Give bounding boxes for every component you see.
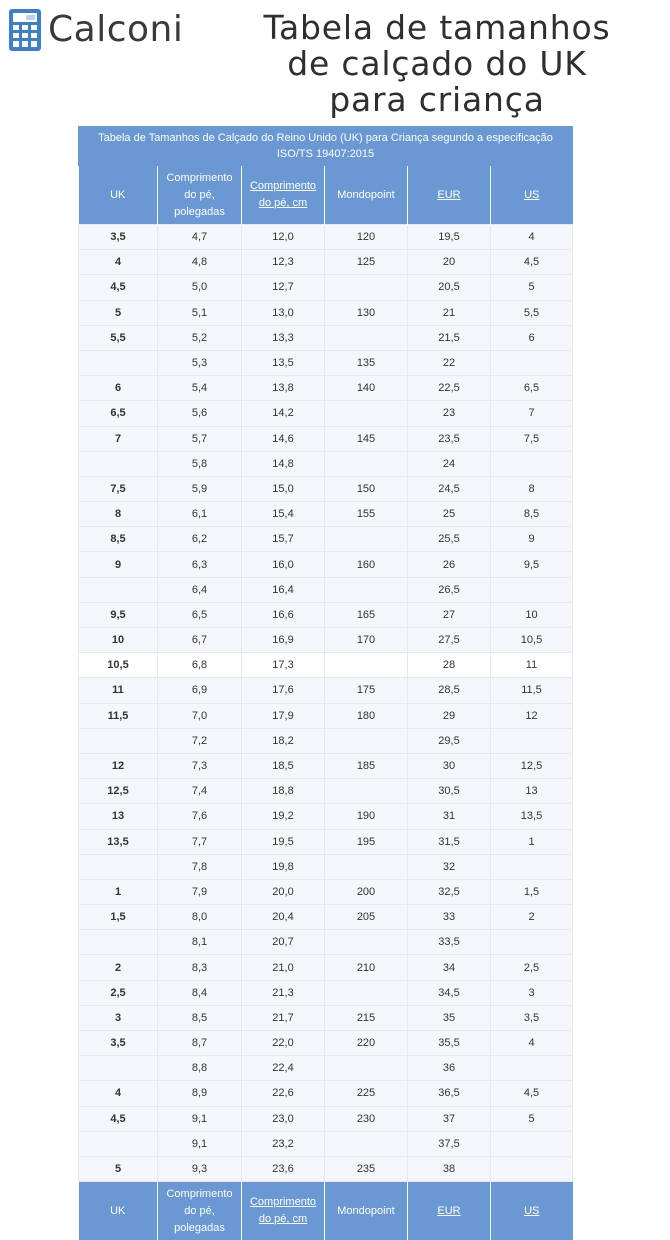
- footer-header-uk: UK: [79, 1182, 158, 1240]
- table-row: [79, 602, 573, 627]
- cell-uk: 1: [79, 879, 158, 904]
- cell-foot-inches: 7,6: [158, 804, 242, 829]
- cell-mondopoint: 230: [325, 1106, 408, 1131]
- column-header-eur[interactable]: EUR: [408, 166, 491, 225]
- cell-eur: 37,5: [408, 1131, 491, 1156]
- table-row: [79, 678, 573, 703]
- cell-us: 1,5: [491, 879, 573, 904]
- cell-uk: 7,5: [79, 476, 158, 501]
- cell-foot-cm: 21,3: [242, 980, 325, 1005]
- cell-eur: 19,5: [408, 225, 491, 250]
- cell-foot-inches: 5,6: [158, 401, 242, 426]
- table-row: [79, 577, 573, 602]
- cell-us: 5: [491, 275, 573, 300]
- cell-uk: [79, 1056, 158, 1081]
- cell-eur: 31,5: [408, 829, 491, 854]
- cell-foot-inches: 8,3: [158, 955, 242, 980]
- cell-foot-inches: 7,2: [158, 728, 242, 753]
- brand-logo[interactable]: [8, 8, 183, 52]
- table-row: [79, 376, 573, 401]
- cell-foot-cm: 19,8: [242, 854, 325, 879]
- cell-mondopoint: [325, 577, 408, 602]
- cell-mondopoint: [325, 980, 408, 1005]
- cell-foot-cm: 23,0: [242, 1106, 325, 1131]
- cell-mondopoint: 155: [325, 502, 408, 527]
- cell-uk: [79, 854, 158, 879]
- cell-foot-cm: 17,9: [242, 703, 325, 728]
- cell-foot-inches: 7,4: [158, 779, 242, 804]
- table-row: [79, 753, 573, 778]
- table-body: [79, 225, 573, 1182]
- cell-mondopoint: [325, 527, 408, 552]
- table-row: [79, 552, 573, 577]
- column-header-uk: UK: [79, 166, 158, 225]
- column-header-foot-cm[interactable]: Comprimento do pé, cm: [242, 166, 325, 225]
- cell-uk: 4: [79, 1081, 158, 1106]
- cell-mondopoint: 205: [325, 905, 408, 930]
- cell-uk: 5: [79, 300, 158, 325]
- cell-mondopoint: 125: [325, 250, 408, 275]
- cell-us: 10: [491, 602, 573, 627]
- table-row: [79, 829, 573, 854]
- footer-header-eur[interactable]: EUR: [408, 1182, 491, 1240]
- table-row: [79, 502, 573, 527]
- cell-foot-inches: 5,8: [158, 451, 242, 476]
- footer-row: [79, 1182, 573, 1240]
- cell-foot-cm: 15,0: [242, 476, 325, 501]
- cell-foot-inches: 8,9: [158, 1081, 242, 1106]
- cell-mondopoint: [325, 779, 408, 804]
- cell-foot-cm: 20,4: [242, 905, 325, 930]
- cell-mondopoint: [325, 930, 408, 955]
- cell-uk: 5: [79, 1156, 158, 1181]
- column-header-mondopoint: Mondopoint: [325, 166, 408, 225]
- cell-us: [491, 577, 573, 602]
- cell-mondopoint: 220: [325, 1031, 408, 1056]
- cell-us: 9: [491, 527, 573, 552]
- cell-mondopoint: [325, 401, 408, 426]
- cell-us: 9,5: [491, 552, 573, 577]
- cell-us: 7,5: [491, 426, 573, 451]
- cell-foot-inches: 5,2: [158, 325, 242, 350]
- cell-eur: 23,5: [408, 426, 491, 451]
- cell-foot-inches: 6,9: [158, 678, 242, 703]
- table-header: [79, 166, 573, 225]
- cell-eur: 27: [408, 602, 491, 627]
- cell-uk: 3,5: [79, 1031, 158, 1056]
- cell-eur: 36: [408, 1056, 491, 1081]
- cell-us: 1: [491, 829, 573, 854]
- cell-eur: 33: [408, 905, 491, 930]
- cell-us: [491, 728, 573, 753]
- cell-eur: 32: [408, 854, 491, 879]
- table-row: [79, 628, 573, 653]
- cell-foot-inches: 9,1: [158, 1131, 242, 1156]
- cell-us: 4: [491, 1031, 573, 1056]
- cell-mondopoint: 135: [325, 350, 408, 375]
- cell-foot-cm: 22,0: [242, 1031, 325, 1056]
- cell-foot-cm: 16,0: [242, 552, 325, 577]
- cell-foot-cm: 22,4: [242, 1056, 325, 1081]
- cell-us: 13,5: [491, 804, 573, 829]
- cell-us: 5,5: [491, 300, 573, 325]
- table-row: [79, 779, 573, 804]
- cell-us: 8,5: [491, 502, 573, 527]
- cell-us: 12,5: [491, 753, 573, 778]
- cell-mondopoint: 165: [325, 602, 408, 627]
- cell-foot-inches: 5,7: [158, 426, 242, 451]
- cell-eur: 35,5: [408, 1031, 491, 1056]
- table-row: [79, 804, 573, 829]
- cell-uk: 6: [79, 376, 158, 401]
- cell-foot-inches: 6,3: [158, 552, 242, 577]
- cell-eur: 27,5: [408, 628, 491, 653]
- cell-foot-inches: 5,4: [158, 376, 242, 401]
- cell-foot-inches: 8,7: [158, 1031, 242, 1056]
- cell-foot-cm: 19,5: [242, 829, 325, 854]
- cell-foot-cm: 18,8: [242, 779, 325, 804]
- cell-foot-cm: 12,3: [242, 250, 325, 275]
- cell-uk: 4,5: [79, 275, 158, 300]
- cell-foot-cm: 13,5: [242, 350, 325, 375]
- table-row: [79, 476, 573, 501]
- cell-mondopoint: 140: [325, 376, 408, 401]
- cell-uk: [79, 350, 158, 375]
- cell-foot-cm: 18,5: [242, 753, 325, 778]
- cell-eur: 26,5: [408, 577, 491, 602]
- footer-header-foot-inches: Comprimento do pé, polegadas: [158, 1182, 242, 1240]
- cell-us: 6: [491, 325, 573, 350]
- cell-mondopoint: [325, 275, 408, 300]
- table-row: [79, 250, 573, 275]
- cell-eur: 33,5: [408, 930, 491, 955]
- table-row: [79, 426, 573, 451]
- cell-eur: 22,5: [408, 376, 491, 401]
- cell-eur: 21,5: [408, 325, 491, 350]
- table-row: [79, 401, 573, 426]
- cell-foot-cm: 21,0: [242, 955, 325, 980]
- cell-uk: 9,5: [79, 602, 158, 627]
- table-row: [79, 955, 573, 980]
- cell-us: 4,5: [491, 250, 573, 275]
- cell-foot-inches: 5,1: [158, 300, 242, 325]
- cell-foot-cm: 20,7: [242, 930, 325, 955]
- cell-uk: [79, 728, 158, 753]
- cell-us: 2,5: [491, 955, 573, 980]
- cell-eur: 23: [408, 401, 491, 426]
- cell-eur: 24: [408, 451, 491, 476]
- size-table: [78, 126, 573, 1240]
- cell-eur: 37: [408, 1106, 491, 1131]
- cell-uk: 13: [79, 804, 158, 829]
- header-row: [79, 166, 573, 225]
- table-footer: [79, 1182, 573, 1240]
- cell-us: 11: [491, 653, 573, 678]
- cell-eur: 35: [408, 1005, 491, 1030]
- footer-header-mondopoint: Mondopoint: [325, 1182, 408, 1240]
- table-row: [79, 275, 573, 300]
- table-row: [79, 980, 573, 1005]
- table-row: [79, 451, 573, 476]
- cell-foot-cm: 21,7: [242, 1005, 325, 1030]
- cell-eur: 21: [408, 300, 491, 325]
- cell-uk: 13,5: [79, 829, 158, 854]
- cell-foot-cm: 15,4: [242, 502, 325, 527]
- cell-mondopoint: [325, 728, 408, 753]
- cell-uk: 8,5: [79, 527, 158, 552]
- cell-foot-inches: 5,9: [158, 476, 242, 501]
- cell-uk: 2: [79, 955, 158, 980]
- cell-eur: 26: [408, 552, 491, 577]
- table-row: [79, 225, 573, 250]
- cell-eur: 31: [408, 804, 491, 829]
- cell-us: [491, 854, 573, 879]
- cell-mondopoint: [325, 1056, 408, 1081]
- table-row: [79, 930, 573, 955]
- cell-us: [491, 930, 573, 955]
- table-row: [79, 1106, 573, 1131]
- cell-foot-inches: 7,0: [158, 703, 242, 728]
- cell-mondopoint: 195: [325, 829, 408, 854]
- cell-uk: [79, 577, 158, 602]
- cell-eur: 36,5: [408, 1081, 491, 1106]
- cell-foot-cm: 19,2: [242, 804, 325, 829]
- cell-eur: 30: [408, 753, 491, 778]
- cell-us: [491, 451, 573, 476]
- footer-header-foot-cm[interactable]: Comprimento do pé, cm: [242, 1182, 325, 1240]
- table-caption: Tabela de Tamanhos de Calçado do Reino Unido (UK) para Criança segundo a especificação ISO/TS 19407:2015: [78, 126, 573, 166]
- cell-mondopoint: [325, 451, 408, 476]
- cell-us: [491, 1056, 573, 1081]
- cell-mondopoint: 180: [325, 703, 408, 728]
- cell-foot-inches: 6,7: [158, 628, 242, 653]
- cell-eur: 30,5: [408, 779, 491, 804]
- cell-us: 4: [491, 225, 573, 250]
- cell-mondopoint: 175: [325, 678, 408, 703]
- cell-foot-cm: 17,6: [242, 678, 325, 703]
- cell-foot-inches: 8,5: [158, 1005, 242, 1030]
- cell-foot-inches: 8,0: [158, 905, 242, 930]
- cell-eur: 34: [408, 955, 491, 980]
- cell-us: 2: [491, 905, 573, 930]
- table-row: [79, 653, 573, 678]
- cell-foot-inches: 4,8: [158, 250, 242, 275]
- cell-us: [491, 1131, 573, 1156]
- cell-us: 13: [491, 779, 573, 804]
- cell-uk: [79, 930, 158, 955]
- cell-uk: 3: [79, 1005, 158, 1030]
- table-row: [79, 350, 573, 375]
- cell-uk: 11,5: [79, 703, 158, 728]
- cell-eur: 29: [408, 703, 491, 728]
- cell-us: 5: [491, 1106, 573, 1131]
- cell-foot-cm: 13,8: [242, 376, 325, 401]
- cell-us: [491, 350, 573, 375]
- cell-mondopoint: 130: [325, 300, 408, 325]
- cell-foot-inches: 5,3: [158, 350, 242, 375]
- cell-foot-inches: 7,7: [158, 829, 242, 854]
- cell-foot-inches: 6,2: [158, 527, 242, 552]
- cell-uk: 6,5: [79, 401, 158, 426]
- column-header-foot-inches: Comprimento do pé, polegadas: [158, 166, 242, 225]
- table-row: [79, 300, 573, 325]
- cell-mondopoint: 145: [325, 426, 408, 451]
- table-row: [79, 1005, 573, 1030]
- cell-foot-inches: 7,3: [158, 753, 242, 778]
- cell-uk: 3,5: [79, 225, 158, 250]
- cell-us: 6,5: [491, 376, 573, 401]
- table-row: [79, 527, 573, 552]
- cell-uk: [79, 1131, 158, 1156]
- cell-us: [491, 1156, 573, 1181]
- cell-eur: 29,5: [408, 728, 491, 753]
- cell-eur: 24,5: [408, 476, 491, 501]
- cell-us: 7: [491, 401, 573, 426]
- cell-foot-cm: 14,2: [242, 401, 325, 426]
- table-row: [79, 879, 573, 904]
- cell-mondopoint: 185: [325, 753, 408, 778]
- cell-uk: 10: [79, 628, 158, 653]
- cell-foot-inches: 6,8: [158, 653, 242, 678]
- cell-foot-inches: 7,8: [158, 854, 242, 879]
- cell-mondopoint: 190: [325, 804, 408, 829]
- cell-foot-inches: 6,4: [158, 577, 242, 602]
- page-header: [0, 0, 670, 126]
- cell-foot-inches: 8,8: [158, 1056, 242, 1081]
- cell-foot-inches: 8,4: [158, 980, 242, 1005]
- cell-eur: 22: [408, 350, 491, 375]
- cell-eur: 32,5: [408, 879, 491, 904]
- cell-uk: 1,5: [79, 905, 158, 930]
- cell-foot-inches: 9,1: [158, 1106, 242, 1131]
- cell-foot-cm: 23,2: [242, 1131, 325, 1156]
- cell-mondopoint: 150: [325, 476, 408, 501]
- cell-foot-cm: 14,8: [242, 451, 325, 476]
- cell-uk: 10,5: [79, 653, 158, 678]
- size-table-container: [78, 126, 572, 1240]
- cell-eur: 25: [408, 502, 491, 527]
- cell-eur: 38: [408, 1156, 491, 1181]
- cell-eur: 20,5: [408, 275, 491, 300]
- table-row: [79, 325, 573, 350]
- cell-eur: 25,5: [408, 527, 491, 552]
- cell-foot-cm: 13,3: [242, 325, 325, 350]
- cell-mondopoint: 210: [325, 955, 408, 980]
- cell-foot-cm: 18,2: [242, 728, 325, 753]
- cell-uk: 11: [79, 678, 158, 703]
- cell-uk: [79, 451, 158, 476]
- cell-foot-cm: 20,0: [242, 879, 325, 904]
- cell-foot-cm: 22,6: [242, 1081, 325, 1106]
- cell-uk: 8: [79, 502, 158, 527]
- cell-foot-cm: 13,0: [242, 300, 325, 325]
- cell-eur: 28: [408, 653, 491, 678]
- cell-mondopoint: [325, 854, 408, 879]
- cell-foot-cm: 14,6: [242, 426, 325, 451]
- cell-eur: 28,5: [408, 678, 491, 703]
- cell-us: 8: [491, 476, 573, 501]
- cell-mondopoint: [325, 1131, 408, 1156]
- cell-foot-cm: 17,3: [242, 653, 325, 678]
- table-row: [79, 1081, 573, 1106]
- cell-foot-inches: 9,3: [158, 1156, 242, 1181]
- cell-uk: 4: [79, 250, 158, 275]
- cell-us: 12: [491, 703, 573, 728]
- column-header-us[interactable]: US: [491, 166, 573, 225]
- table-row: [79, 1031, 573, 1056]
- cell-mondopoint: 170: [325, 628, 408, 653]
- table-row: [79, 703, 573, 728]
- footer-header-us[interactable]: US: [491, 1182, 573, 1240]
- cell-foot-cm: 16,9: [242, 628, 325, 653]
- table-row: [79, 1056, 573, 1081]
- cell-foot-inches: 8,1: [158, 930, 242, 955]
- cell-foot-inches: 7,9: [158, 879, 242, 904]
- cell-mondopoint: 235: [325, 1156, 408, 1181]
- cell-uk: 5,5: [79, 325, 158, 350]
- cell-mondopoint: 200: [325, 879, 408, 904]
- cell-uk: 9: [79, 552, 158, 577]
- cell-eur: 20: [408, 250, 491, 275]
- cell-mondopoint: 160: [325, 552, 408, 577]
- page-title: [232, 10, 642, 118]
- cell-mondopoint: 215: [325, 1005, 408, 1030]
- calculator-icon: [8, 8, 42, 52]
- cell-uk: 7: [79, 426, 158, 451]
- cell-foot-cm: 12,0: [242, 225, 325, 250]
- page-title-line-1: Tabela de tamanhos: [263, 8, 611, 47]
- cell-us: 10,5: [491, 628, 573, 653]
- table-row: [79, 854, 573, 879]
- cell-mondopoint: [325, 653, 408, 678]
- cell-eur: 34,5: [408, 980, 491, 1005]
- cell-foot-inches: 4,7: [158, 225, 242, 250]
- table-row: [79, 905, 573, 930]
- cell-us: 4,5: [491, 1081, 573, 1106]
- cell-us: 3,5: [491, 1005, 573, 1030]
- cell-us: 3: [491, 980, 573, 1005]
- cell-mondopoint: 225: [325, 1081, 408, 1106]
- cell-foot-cm: 12,7: [242, 275, 325, 300]
- table-row: [79, 728, 573, 753]
- cell-mondopoint: 120: [325, 225, 408, 250]
- cell-uk: 12: [79, 753, 158, 778]
- page-title-line-2: de calçado do UK: [287, 44, 587, 83]
- cell-foot-cm: 16,6: [242, 602, 325, 627]
- cell-foot-inches: 6,1: [158, 502, 242, 527]
- table-row: [79, 1156, 573, 1181]
- cell-foot-inches: 5,0: [158, 275, 242, 300]
- cell-uk: 12,5: [79, 779, 158, 804]
- cell-foot-inches: 6,5: [158, 602, 242, 627]
- page-title-line-3: para criança: [329, 80, 545, 119]
- cell-uk: 4,5: [79, 1106, 158, 1131]
- table-row: [79, 1131, 573, 1156]
- cell-mondopoint: [325, 325, 408, 350]
- cell-foot-cm: 23,6: [242, 1156, 325, 1181]
- cell-uk: 2,5: [79, 980, 158, 1005]
- brand-name: Calconi: [48, 9, 184, 50]
- cell-foot-cm: 16,4: [242, 577, 325, 602]
- cell-us: 11,5: [491, 678, 573, 703]
- cell-foot-cm: 15,7: [242, 527, 325, 552]
